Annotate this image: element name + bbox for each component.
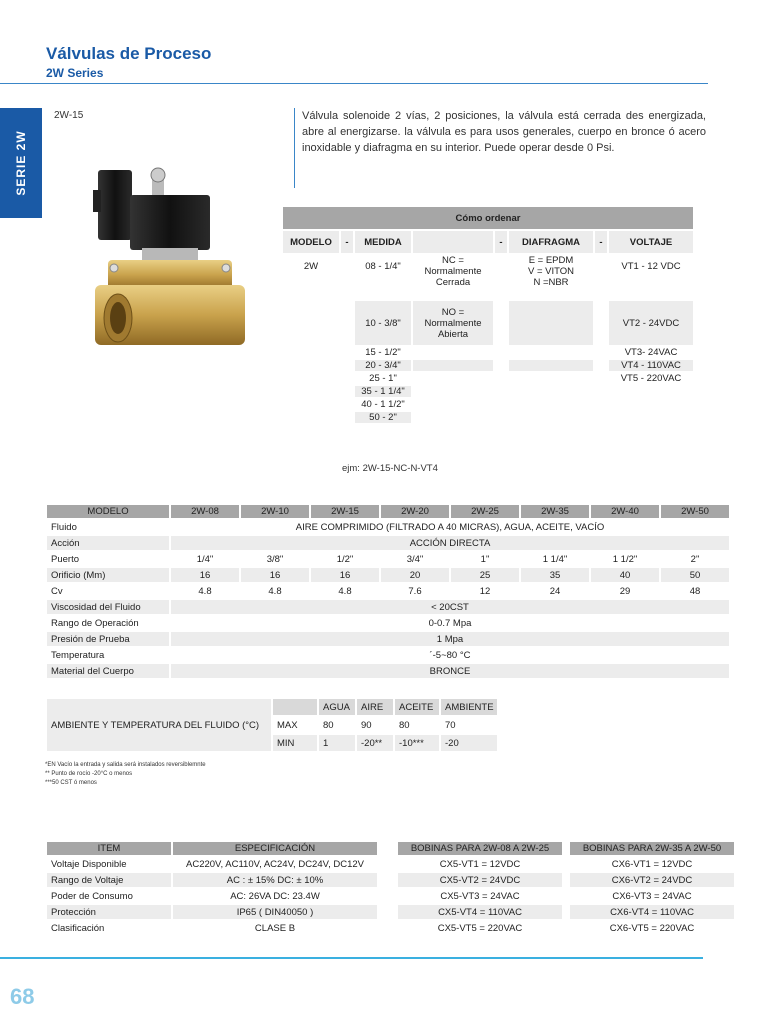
item-label: Protección	[47, 905, 171, 919]
ambient-max-label: MAX	[277, 719, 298, 731]
ambient-min-label: MIN	[273, 735, 317, 751]
spec-cell: 20	[381, 568, 449, 582]
spec-cell: 29	[619, 585, 631, 597]
series-side-tab	[0, 108, 42, 218]
spec-cell: 16	[171, 568, 239, 582]
spec-cell: 4.8	[338, 585, 352, 597]
coil-cell: CX6-VT5 = 220VAC	[609, 922, 695, 934]
spec-cell: 50	[661, 568, 729, 582]
ambient-cell: 80	[399, 719, 410, 731]
order-size: 25 - 1"	[369, 373, 397, 384]
coils-header: BOBINAS PARA 2W-08 A 2W-25	[398, 842, 562, 855]
ambient-temperature-table	[45, 697, 499, 753]
item-value: CLASE B	[254, 922, 296, 934]
order-header-dash: -	[495, 231, 507, 253]
spec-label: Material del Cuerpo	[47, 664, 169, 678]
footer-divider	[0, 957, 703, 959]
item-label: Voltaje Disponible	[51, 858, 127, 870]
item-label: Rango de Voltaje	[47, 873, 171, 887]
order-header-dash: -	[595, 231, 607, 253]
footnotes	[45, 761, 206, 788]
order-table	[281, 205, 695, 425]
order-header-dash: -	[341, 231, 353, 253]
spec-cell: 24	[549, 585, 561, 597]
product-description: Válvula solenoide 2 vías, 2 posiciones, la válvula está cerrada des energizada, abre al energizarse. la válvula es para usos generales, cuerpo en bronce ó acero inoxidable y diafragma en su interior. Puede operar desde 0 Psi.	[302, 110, 706, 154]
order-example: ejm: 2W-15-NC-N-VT4	[342, 463, 438, 474]
order-size: 20 - 3/4"	[355, 360, 411, 371]
coil-cell: CX5-VT4 = 110VAC	[398, 905, 562, 919]
ambient-header: ACEITE	[395, 699, 439, 715]
spec-cell: 12	[479, 585, 491, 597]
order-type: NC = Normalmente Cerrada	[424, 255, 482, 288]
spec-header-model: 2W-10	[241, 505, 309, 518]
spec-cell: 4.8	[198, 585, 212, 597]
product-model-label: 2W-15	[54, 110, 84, 121]
order-voltage: VT5 - 220VAC	[620, 373, 682, 384]
order-size: 10 - 3/8"	[355, 301, 411, 345]
spec-cell: 1"	[480, 553, 490, 565]
spec-value: 0-0.7 Mpa	[428, 617, 472, 629]
solenoid-valve-image	[90, 160, 250, 360]
spec-cell: 3/8"	[266, 553, 284, 565]
ambient-label: AMBIENTE Y TEMPERATURA DEL FLUIDO (°C)	[47, 699, 271, 751]
spec-value: AIRE COMPRIMIDO (FILTRADO A 40 MICRAS), AGUA, ACEITE, VACÍO	[295, 521, 605, 533]
order-voltage: VT4 - 110VAC	[609, 360, 693, 371]
footnote: ***50 CST ó menos	[45, 780, 97, 786]
order-header-voltaje: VOLTAJE	[609, 231, 693, 253]
page-title: Válvulas de Proceso	[46, 44, 212, 63]
item-header: ITEM	[47, 842, 171, 855]
item-value: AC220V, AC110V, AC24V, DC24V, DC12V	[186, 858, 364, 870]
spec-header-model: 2W-08	[171, 505, 239, 518]
spec-table	[45, 503, 731, 680]
order-size: 40 - 1 1/2"	[361, 399, 405, 410]
coils-table-a	[396, 840, 564, 937]
order-size: 50 - 2"	[355, 412, 411, 423]
series-side-tab-label: SERIE 2W	[14, 130, 28, 196]
coils-table-b	[568, 840, 736, 937]
page-subtitle: 2W Series	[46, 66, 104, 80]
ambient-cell: -20	[441, 735, 497, 751]
spec-value: BRONCE	[171, 664, 729, 678]
order-voltage: VT3- 24VAC	[624, 347, 678, 358]
spec-cell: 2"	[690, 553, 700, 565]
spec-value: ACCIÓN DIRECTA	[171, 536, 729, 550]
order-voltage: VT1 - 12 VDC	[621, 261, 681, 272]
spec-label: Temperatura	[51, 649, 105, 661]
spec-cell: 48	[689, 585, 701, 597]
coil-cell: CX6-VT2 = 24VDC	[570, 873, 734, 887]
order-size: 08 - 1/4"	[365, 261, 401, 272]
page-number: 68	[10, 984, 35, 1009]
spec-cell: 16	[311, 568, 379, 582]
coil-cell: CX6-VT1 = 12VDC	[611, 858, 693, 870]
spec-value: < 20CST	[171, 600, 729, 614]
coil-cell: CX5-VT1 = 12VDC	[439, 858, 521, 870]
item-value: AC : ± 15% DC: ± 10%	[173, 873, 377, 887]
item-value: IP65 ( DIN40050 )	[173, 905, 377, 919]
ambient-cell: 70	[445, 719, 456, 731]
ambient-header: AIRE	[357, 699, 393, 715]
spec-cell: 1 1/2"	[612, 553, 638, 565]
spec-label: Acción	[47, 536, 169, 550]
spec-cell: 4.8	[268, 585, 282, 597]
header-divider	[0, 83, 708, 84]
order-model: 2W	[303, 261, 319, 272]
spec-label: Viscosidad del Fluido	[47, 600, 169, 614]
spec-label: Puerto	[51, 553, 79, 565]
order-size: 35 - 1 1/4"	[355, 386, 411, 397]
ambient-cell: 1	[319, 735, 355, 751]
item-label: Clasificación	[51, 922, 105, 934]
description-divider	[294, 108, 295, 188]
spec-label: Fluido	[51, 521, 77, 533]
spec-label: Orificio (Mm)	[47, 568, 169, 582]
spec-header-model: 2W-35	[521, 505, 589, 518]
order-type: NO = Normalmente Abierta	[413, 301, 493, 345]
spec-header-model: 2W-50	[661, 505, 729, 518]
order-size: 15 - 1/2"	[365, 347, 401, 358]
spec-cell: 1/4"	[196, 553, 214, 565]
coil-cell: CX5-VT5 = 220VAC	[437, 922, 523, 934]
footnote: ** Punto de rocío -20°C o menos	[45, 771, 133, 777]
order-diaphragm: E = EPDM V = VITON N =NBR	[527, 255, 575, 288]
spec-cell: 7.6	[408, 585, 422, 597]
ambient-cell: 90	[361, 719, 372, 731]
order-header-medida: MEDIDA	[355, 231, 411, 253]
spec-cell: 25	[451, 568, 519, 582]
spec-header-model: 2W-40	[591, 505, 659, 518]
spec-header-model: 2W-25	[451, 505, 519, 518]
spec-value: ´-5~80 °C	[429, 649, 471, 661]
ambient-header: AGUA	[319, 699, 355, 715]
ambient-cell: 80	[323, 719, 334, 731]
spec-header-model: 2W-20	[381, 505, 449, 518]
spec-label: Rango de Operación	[51, 617, 139, 629]
order-header-type	[413, 231, 493, 253]
coil-cell: CX6-VT4 = 110VAC	[570, 905, 734, 919]
coil-cell: CX5-VT2 = 24VDC	[398, 873, 562, 887]
spec-cell: 35	[521, 568, 589, 582]
spec-header-modelo: MODELO	[47, 505, 169, 518]
order-table-title: Cómo ordenar	[283, 207, 693, 229]
spec-cell: 1 1/4"	[542, 553, 568, 565]
spec-value: 1 Mpa	[171, 632, 729, 646]
spec-cell: 16	[241, 568, 309, 582]
order-header-diafragma: DIAFRAGMA	[509, 231, 593, 253]
coils-header: BOBINAS PARA 2W-35 A 2W-50	[570, 842, 734, 855]
spec-label: Presión de Prueba	[47, 632, 169, 646]
item-value: AC: 26VA DC: 23.4W	[230, 890, 320, 902]
order-voltage: VT2 - 24VDC	[609, 301, 693, 345]
order-header-modelo: MODELO	[283, 231, 339, 253]
item-spec-table	[45, 840, 379, 937]
spec-header-model: 2W-15	[311, 505, 379, 518]
spec-label: Cv	[51, 585, 63, 597]
spec-cell: 40	[591, 568, 659, 582]
order-diaphragm-empty	[509, 301, 593, 345]
item-label: Poder de Consumo	[51, 890, 133, 902]
item-header: ESPECIFICACIÓN	[173, 842, 377, 855]
coil-cell: CX6-VT3 = 24VAC	[612, 890, 692, 902]
spec-cell: 1/2"	[336, 553, 354, 565]
coil-cell: CX5-VT3 = 24VAC	[440, 890, 520, 902]
spec-cell: 3/4"	[406, 553, 424, 565]
ambient-header: AMBIENTE	[441, 699, 497, 715]
footnote: *EN Vacío la entrada y salida será instalados reversiblemnte	[45, 762, 206, 768]
ambient-cell: -10***	[395, 735, 439, 751]
ambient-cell: -20**	[357, 735, 393, 751]
